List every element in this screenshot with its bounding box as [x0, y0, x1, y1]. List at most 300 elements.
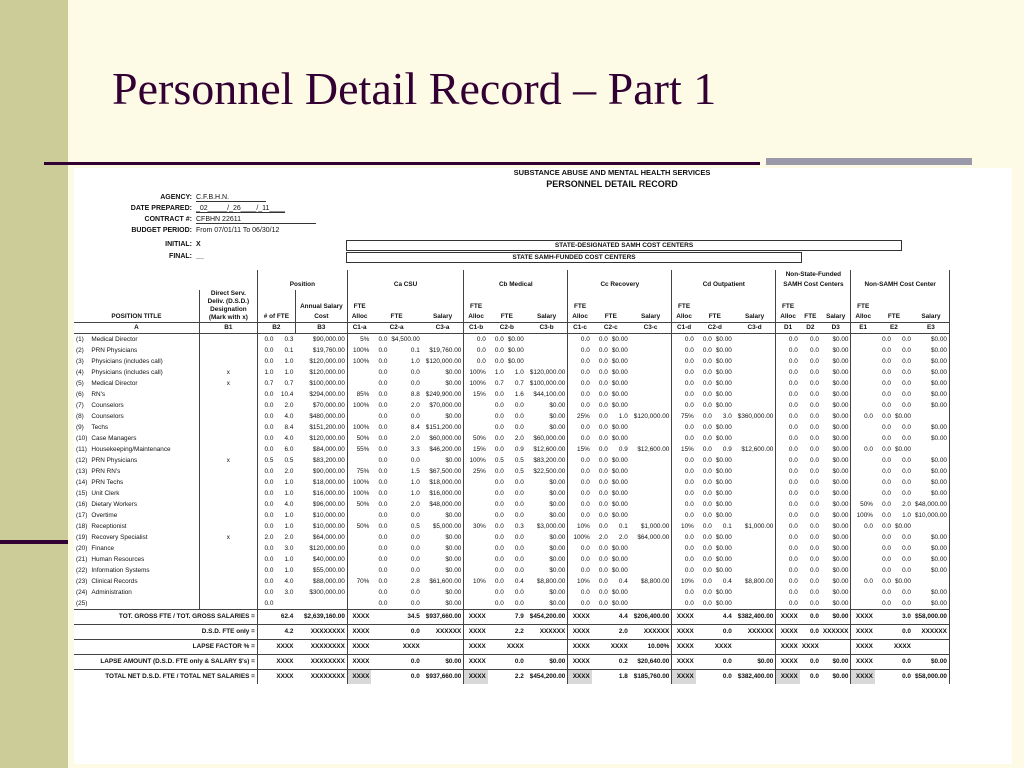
- table-cell: [464, 554, 488, 565]
- table-cell: 0.0: [568, 510, 592, 521]
- table-cell: $0.00: [913, 356, 950, 367]
- table-cell: $0.00: [913, 367, 950, 378]
- table-cell: $0.00: [894, 445, 911, 453]
- table-cell: 0.0: [464, 356, 488, 367]
- totals-cell: 2.2: [488, 670, 526, 685]
- table-cell: [347, 510, 371, 521]
- table-cell: $44,100.00: [533, 390, 566, 398]
- table-cell: [734, 466, 776, 477]
- table-cell: 3.0: [284, 588, 294, 596]
- totals-cell: 0.2: [592, 655, 630, 670]
- totals-cell: 0.0: [696, 655, 734, 670]
- totals-cell: $2,639,160.00: [295, 610, 347, 625]
- table-cell: 0.0: [809, 346, 819, 354]
- table-cell: 0.0: [702, 478, 712, 486]
- table-cell: $0.00: [715, 588, 732, 596]
- table-cell: 0.0: [882, 423, 891, 431]
- table-cell: 0.0: [494, 478, 504, 486]
- table-cell: Unit Clerk: [91, 489, 120, 497]
- table-cell: 0.1: [722, 522, 732, 530]
- table-cell: $40,000.00: [312, 555, 345, 563]
- table-row: [74, 543, 949, 554]
- table-cell: [851, 367, 875, 378]
- table-cell: 0.0: [776, 587, 800, 598]
- table-cell: $0.00: [611, 423, 628, 431]
- table-cell: 0.0: [568, 565, 592, 576]
- totals-cell: XXXX: [568, 625, 592, 640]
- code-e1: E1: [851, 323, 875, 334]
- agency-value: C.F.B.H.N.: [196, 194, 266, 202]
- table-cell: $0.00: [549, 599, 566, 607]
- table-cell: 0.0: [776, 345, 800, 356]
- totals-cell: XXXX: [776, 640, 800, 655]
- code-c2d: C2-d: [696, 323, 734, 334]
- table-cell: [464, 532, 488, 543]
- table-cell: [199, 554, 257, 565]
- table-cell: 0.0: [378, 456, 388, 464]
- table-cell: 0.0: [464, 334, 488, 346]
- table-cell: $0.00: [611, 566, 628, 574]
- table-cell: $0.00: [549, 401, 566, 409]
- table-cell: 0.0: [378, 368, 388, 376]
- table-cell: 0.7: [514, 379, 524, 387]
- table-cell: $0.00: [715, 489, 732, 497]
- table-cell: 0.0: [568, 587, 592, 598]
- table-cell: 0.0: [494, 412, 504, 420]
- table-cell: $0.00: [611, 401, 628, 409]
- totals-cell: XXXX: [464, 610, 488, 625]
- table-cell: 0.0: [257, 433, 275, 444]
- table-cell: $120,000.00: [529, 368, 566, 376]
- table-cell: 0.0: [776, 499, 800, 510]
- code-e3: E3: [913, 323, 950, 334]
- table-cell: 0.0: [702, 500, 712, 508]
- table-cell: [734, 455, 776, 466]
- table-cell: x: [199, 455, 257, 466]
- table-cell: 0.0: [494, 346, 504, 354]
- table-cell: 0.0: [702, 379, 712, 387]
- table-cell: $0.00: [913, 565, 950, 576]
- table-cell: 0.0: [598, 577, 608, 585]
- th-fte-d: FTE: [696, 290, 734, 323]
- table-cell: 0.0: [882, 511, 891, 519]
- table-cell: 0.0: [776, 565, 800, 576]
- table-cell: $120,000.00: [309, 357, 345, 365]
- totals-cell: XXXXXX: [526, 625, 568, 640]
- table-cell: 0.0: [809, 368, 819, 376]
- table-cell: 0.0: [598, 401, 608, 409]
- table-cell: 0.0: [494, 533, 504, 541]
- table-cell: 0.0: [702, 599, 712, 607]
- totals-cell: XXXX: [464, 670, 488, 685]
- table-cell: [851, 587, 875, 598]
- table-cell: $151,200.00: [425, 423, 462, 431]
- table-cell: 25%: [568, 411, 592, 422]
- table-cell: 0.0: [568, 356, 592, 367]
- table-cell: 0.0: [598, 478, 608, 486]
- table-cell: 0.0: [410, 533, 420, 541]
- table-cell: [347, 554, 371, 565]
- table-cell: [851, 488, 875, 499]
- table-cell: 0.0: [378, 566, 388, 574]
- totals-label: LAPSE FACTOR % =: [74, 640, 257, 655]
- table-cell: $300,000.00: [309, 588, 345, 596]
- table-cell: 0.0: [378, 390, 388, 398]
- table-cell: Human Resources: [91, 555, 145, 563]
- table-cell: 0.0: [809, 401, 819, 409]
- table-cell: $0.00: [832, 500, 849, 508]
- totals-cell: 1.8: [592, 670, 630, 685]
- table-cell: $0.00: [832, 335, 849, 343]
- table-cell: 0.0: [598, 489, 608, 497]
- table-cell: 0.5: [284, 456, 294, 464]
- table-cell: 100%: [347, 488, 371, 499]
- table-cell: $0.00: [832, 555, 849, 563]
- totals-cell: XXXX: [851, 625, 875, 640]
- table-cell: [526, 345, 568, 356]
- table-cell: (3): [76, 357, 84, 365]
- th-position-title: POSITION TITLE: [74, 290, 199, 323]
- table-cell: 0.0: [882, 401, 891, 409]
- totals-cell: XXXX: [464, 640, 488, 655]
- table-cell: $0.00: [549, 566, 566, 574]
- table-cell: $22,500.00: [533, 467, 566, 475]
- table-cell: Case Managers: [91, 434, 137, 442]
- table-cell: PRN Physicians: [91, 456, 138, 464]
- table-cell: $0.00: [611, 544, 628, 552]
- table-cell: 0.0: [378, 489, 388, 497]
- table-cell: 0.0: [902, 423, 911, 431]
- table-cell: $0.00: [832, 379, 849, 387]
- table-cell: [734, 378, 776, 389]
- table-cell: PRN Physicians: [91, 346, 138, 354]
- table-cell: $0.00: [832, 533, 849, 541]
- table-cell: (9): [76, 423, 84, 431]
- table-cell: 0.0: [494, 401, 504, 409]
- table-cell: 0.0: [902, 456, 911, 464]
- table-cell: 0.0: [672, 510, 696, 521]
- table-cell: [199, 334, 257, 346]
- column-header-row: [74, 290, 949, 323]
- table-cell: 1.0: [410, 357, 420, 365]
- table-cell: 0.0: [672, 499, 696, 510]
- table-cell: 0.0: [902, 588, 911, 596]
- table-cell: 0.0: [809, 555, 819, 563]
- table-cell: $120,000.00: [309, 544, 345, 552]
- table-cell: 0.0: [494, 467, 504, 475]
- table-cell: [630, 587, 672, 598]
- table-cell: 0.0: [257, 444, 275, 455]
- th-salary-b: Salary: [526, 290, 568, 323]
- th-annual-salary: Annual Salary Cost: [295, 290, 347, 323]
- table-cell: 0.0: [568, 345, 592, 356]
- table-cell: 0.0: [809, 357, 819, 365]
- table-cell: $0.00: [913, 345, 950, 356]
- totals-cell: XXXX: [851, 655, 875, 670]
- table-cell: [734, 345, 776, 356]
- accent-bar-top: [766, 158, 972, 165]
- table-cell: 0.5: [514, 467, 524, 475]
- totals-cell: XXXX: [875, 640, 913, 655]
- table-cell: $0.00: [507, 357, 524, 365]
- table-cell: 0.0: [851, 521, 875, 532]
- table-cell: 0.0: [598, 357, 608, 365]
- table-cell: 0.0: [672, 356, 696, 367]
- table-cell: 0.0: [702, 577, 712, 585]
- table-cell: 0.0: [702, 401, 712, 409]
- table-cell: 0.0: [257, 488, 275, 499]
- table-cell: $0.00: [549, 423, 566, 431]
- table-cell: $64,000.00: [637, 533, 670, 541]
- table-cell: 0.0: [672, 389, 696, 400]
- table-cell: $249,900.00: [425, 390, 462, 398]
- table-cell: 0.0: [902, 379, 911, 387]
- table-cell: [851, 477, 875, 488]
- table-cell: 0.0: [702, 533, 712, 541]
- table-cell: [734, 565, 776, 576]
- table-cell: [630, 356, 672, 367]
- table-row: [74, 411, 949, 422]
- table-cell: 0.0: [702, 390, 712, 398]
- table-cell: $0.00: [715, 390, 732, 398]
- totals-cell: 4.4: [592, 610, 630, 625]
- table-cell: 0.0: [598, 434, 608, 442]
- table-cell: 0.0: [494, 357, 504, 365]
- table-cell: 0.0: [494, 423, 504, 431]
- table-cell: 0.0: [378, 412, 388, 420]
- table-cell: 6.0: [284, 445, 294, 453]
- table-cell: 0.0: [494, 511, 504, 519]
- totals-cell: $0.00: [821, 670, 851, 685]
- table-cell: [734, 587, 776, 598]
- totals-cell: XXXXXX: [821, 625, 851, 640]
- table-cell: 0.0: [598, 412, 608, 420]
- table-cell: 0.0: [672, 554, 696, 565]
- table-cell: [630, 455, 672, 466]
- totals-cell: XXXX: [672, 610, 696, 625]
- table-cell: $0.00: [715, 478, 732, 486]
- table-cell: 0.0: [902, 346, 911, 354]
- totals-label: LAPSE AMOUNT (D.S.D. FTE only & SALARY $'s) =: [74, 655, 257, 670]
- table-cell: 2.0: [410, 500, 420, 508]
- table-cell: [464, 565, 488, 576]
- table-cell: [630, 499, 672, 510]
- table-cell: $0.00: [832, 467, 849, 475]
- totals-cell: XXXX: [776, 625, 800, 640]
- table-cell: $10,000.00: [312, 522, 345, 530]
- contract-row: [74, 216, 316, 224]
- table-cell: 0.0: [702, 445, 712, 453]
- table-cell: 0.0: [378, 500, 388, 508]
- table-cell: $0.00: [715, 467, 732, 475]
- table-cell: [526, 334, 568, 346]
- table-cell: 0.0: [598, 423, 608, 431]
- totals-label: TOT. GROSS FTE / TOT. GROSS SALARIES =: [74, 610, 257, 625]
- table-cell: [734, 334, 776, 346]
- totals-cell: $937,660.00: [422, 610, 464, 625]
- table-cell: $0.00: [549, 412, 566, 420]
- table-cell: 0.0: [568, 389, 592, 400]
- table-cell: 0.0: [776, 554, 800, 565]
- table-cell: $16,000.00: [312, 489, 345, 497]
- table-cell: 3.3: [410, 445, 420, 453]
- table-cell: [630, 598, 672, 610]
- table-cell: [199, 576, 257, 587]
- totals-cell: 0.0: [488, 655, 526, 670]
- table-cell: $0.00: [715, 357, 732, 365]
- th-fte-c: FTE: [592, 290, 630, 323]
- table-cell: 0.7: [494, 379, 504, 387]
- table-cell: 0.0: [776, 455, 800, 466]
- table-cell: 0.0: [672, 598, 696, 610]
- code-c1a: C1-a: [347, 323, 371, 334]
- table-cell: $0.00: [715, 423, 732, 431]
- table-cell: Physicians (includes call): [91, 368, 163, 376]
- totals-label: TOTAL NET D.S.D. FTE / TOTAL NET SALARIES =: [74, 670, 257, 685]
- table-cell: 2.0: [284, 467, 294, 475]
- table-cell: 0.0: [672, 532, 696, 543]
- table-cell: 0.5: [494, 456, 504, 464]
- table-cell: $0.00: [715, 511, 732, 519]
- table-cell: 0.0: [902, 599, 911, 607]
- table-cell: (16): [76, 500, 88, 508]
- code-row: [74, 323, 949, 334]
- table-cell: [630, 389, 672, 400]
- table-cell: [630, 565, 672, 576]
- table-cell: 0.0: [568, 477, 592, 488]
- table-cell: 3.0: [722, 412, 732, 420]
- table-cell: $0.00: [611, 489, 628, 497]
- table-cell: Physicians (includes call): [91, 357, 163, 365]
- th-salary-d: Salary: [734, 290, 776, 323]
- sidebar-divider: [0, 540, 68, 544]
- table-cell: $0.00: [445, 379, 462, 387]
- table-cell: Clinical Records: [91, 577, 138, 585]
- table-cell: 0.0: [809, 588, 819, 596]
- table-cell: $90,000.00: [312, 467, 345, 475]
- table-cell: [913, 576, 950, 587]
- table-cell: $100,000.00: [529, 379, 566, 387]
- table-cell: $0.00: [445, 544, 462, 552]
- table-cell: [464, 411, 488, 422]
- table-cell: 0.0: [809, 577, 819, 585]
- code-a: A: [74, 323, 199, 334]
- table-cell: $0.00: [611, 390, 628, 398]
- table-cell: 0.0: [882, 434, 891, 442]
- table-row: [74, 378, 949, 389]
- table-cell: $0.00: [715, 599, 732, 607]
- table-cell: 0.0: [568, 422, 592, 433]
- table-cell: $0.00: [611, 588, 628, 596]
- table-cell: 100%: [851, 510, 875, 521]
- th-recovery: Cc Recovery: [568, 270, 672, 290]
- totals-cell: XXXX: [568, 670, 592, 685]
- table-cell: [630, 367, 672, 378]
- table-cell: 0.0: [809, 335, 819, 343]
- totals-cell: XXXX: [776, 670, 800, 685]
- totals-cell: 0.0: [696, 670, 734, 685]
- table-cell: 0.0: [672, 477, 696, 488]
- table-cell: $0.00: [611, 368, 628, 376]
- table-cell: $0.00: [611, 500, 628, 508]
- totals-cell: $0.00: [734, 655, 776, 670]
- table-cell: [199, 477, 257, 488]
- table-cell: 0.0: [702, 544, 712, 552]
- table-cell: 15%: [464, 389, 488, 400]
- table-cell: $0.00: [832, 423, 849, 431]
- table-cell: $0.00: [894, 577, 911, 585]
- table-cell: $8,800.00: [744, 577, 774, 585]
- table-cell: (21): [76, 555, 88, 563]
- table-row: [74, 367, 949, 378]
- form-header-agency-line: SUBSTANCE ABUSE AND MENTAL HEALTH SERVICES: [513, 168, 711, 177]
- table-cell: [851, 466, 875, 477]
- table-cell: $48,000.00: [913, 499, 950, 510]
- table-cell: x: [199, 378, 257, 389]
- table-cell: [734, 554, 776, 565]
- table-cell: 100%: [568, 532, 592, 543]
- table-cell: 1.0: [902, 511, 911, 519]
- table-cell: (20): [76, 544, 88, 552]
- table-cell: [199, 543, 257, 554]
- table-cell: $0.00: [715, 368, 732, 376]
- th-fte-alloc-c: FTE Alloc: [568, 290, 592, 323]
- th-nonstate: Non-State-Funded SAMH Cost Centers: [776, 270, 851, 290]
- totals-cell: $0.00: [913, 655, 950, 670]
- table-cell: 0.7: [284, 379, 294, 387]
- table-cell: [734, 356, 776, 367]
- totals-cell: $58,000.00: [913, 670, 950, 685]
- table-cell: 2.0: [902, 500, 911, 508]
- table-cell: $0.00: [549, 533, 566, 541]
- table-cell: (18): [76, 522, 88, 530]
- table-cell: 0.0: [776, 576, 800, 587]
- table-cell: 1.0: [514, 368, 524, 376]
- totals-cell: XXXX: [776, 655, 800, 670]
- table-cell: 0.0: [568, 455, 592, 466]
- table-cell: 0.0: [809, 390, 819, 398]
- table-cell: 0.7: [257, 378, 275, 389]
- table-cell: [199, 433, 257, 444]
- table-cell: [347, 411, 371, 422]
- table-cell: 0.0: [882, 577, 891, 585]
- table-cell: (6): [76, 390, 84, 398]
- table-cell: 0.0: [568, 466, 592, 477]
- table-cell: 0.0: [257, 400, 275, 411]
- table-cell: $0.00: [913, 532, 950, 543]
- table-cell: $0.00: [832, 522, 849, 530]
- totals-cell: $382,400.00: [734, 610, 776, 625]
- code-b3: B3: [295, 323, 347, 334]
- totals-cell: $0.00: [526, 655, 568, 670]
- table-cell: 100%: [347, 400, 371, 411]
- totals-cell: XXXX: [696, 640, 734, 655]
- table-cell: (23): [76, 577, 88, 585]
- table-cell: $0.00: [715, 544, 732, 552]
- table-cell: $46,200.00: [429, 445, 462, 453]
- table-cell: Counselors: [91, 401, 124, 409]
- table-cell: 0.0: [378, 423, 388, 431]
- table-cell: 1.0: [284, 368, 294, 376]
- totals-cell: XXXX: [592, 640, 630, 655]
- table-cell: $360,000.00: [737, 412, 774, 420]
- table-cell: 0.0: [882, 555, 891, 563]
- table-cell: $0.00: [832, 489, 849, 497]
- table-cell: [199, 466, 257, 477]
- table-cell: [464, 488, 488, 499]
- table-cell: $0.00: [832, 357, 849, 365]
- totals-cell: [422, 640, 464, 655]
